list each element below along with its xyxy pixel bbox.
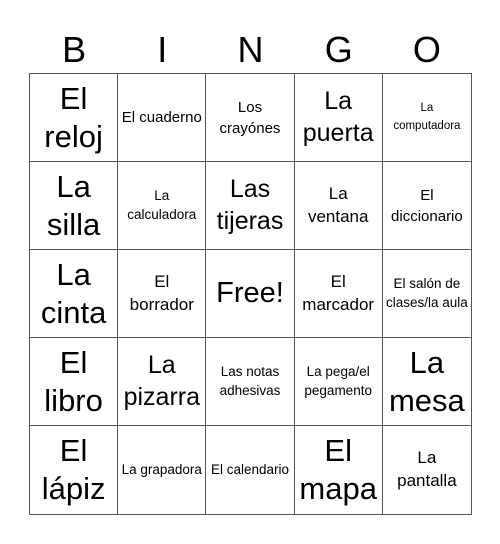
bingo-cell[interactable]: Las notas adhesivas: [206, 338, 294, 426]
bingo-cell[interactable]: El marcador: [295, 250, 383, 338]
bingo-cell[interactable]: La mesa: [383, 338, 471, 426]
bingo-board: [29, 73, 472, 515]
bingo-cell[interactable]: El mapa: [295, 426, 383, 514]
bingo-cell[interactable]: La calculadora: [118, 162, 206, 250]
header-letter-i: I: [157, 29, 168, 70]
free-space-cell[interactable]: Free!: [206, 250, 294, 338]
bingo-cell[interactable]: Las tijeras: [206, 162, 294, 250]
bingo-cell[interactable]: Los crayónes: [206, 74, 294, 162]
bingo-cell[interactable]: La pizarra: [118, 338, 206, 426]
bingo-header: [30, 26, 471, 74]
bingo-cell[interactable]: El borrador: [118, 250, 206, 338]
header-letter-o: O: [412, 29, 441, 70]
bingo-cell[interactable]: La puerta: [295, 74, 383, 162]
bingo-cell[interactable]: La computadora: [383, 74, 471, 162]
bingo-cell[interactable]: La grapadora: [118, 426, 206, 514]
bingo-cell[interactable]: La cinta: [30, 250, 118, 338]
bingo-cell[interactable]: La ventana: [295, 162, 383, 250]
bingo-cell[interactable]: La silla: [30, 162, 118, 250]
bingo-cell[interactable]: El cuaderno: [118, 74, 206, 162]
bingo-cell[interactable]: El diccionario: [383, 162, 471, 250]
header-letter-n: N: [237, 29, 264, 70]
bingo-cell[interactable]: El lápiz: [30, 426, 118, 514]
header-letter-g: G: [324, 29, 353, 70]
bingo-cell[interactable]: El salón de clases/la aula: [383, 250, 471, 338]
bingo-cell[interactable]: La pantalla: [397, 448, 457, 490]
bingo-cell[interactable]: El calendario: [206, 426, 294, 514]
bingo-cell[interactable]: El reloj: [30, 74, 118, 162]
bingo-cell[interactable]: La pega/el pegamento: [295, 338, 383, 426]
bingo-cell[interactable]: El libro: [30, 338, 118, 426]
header-letter-b: B: [62, 29, 87, 70]
